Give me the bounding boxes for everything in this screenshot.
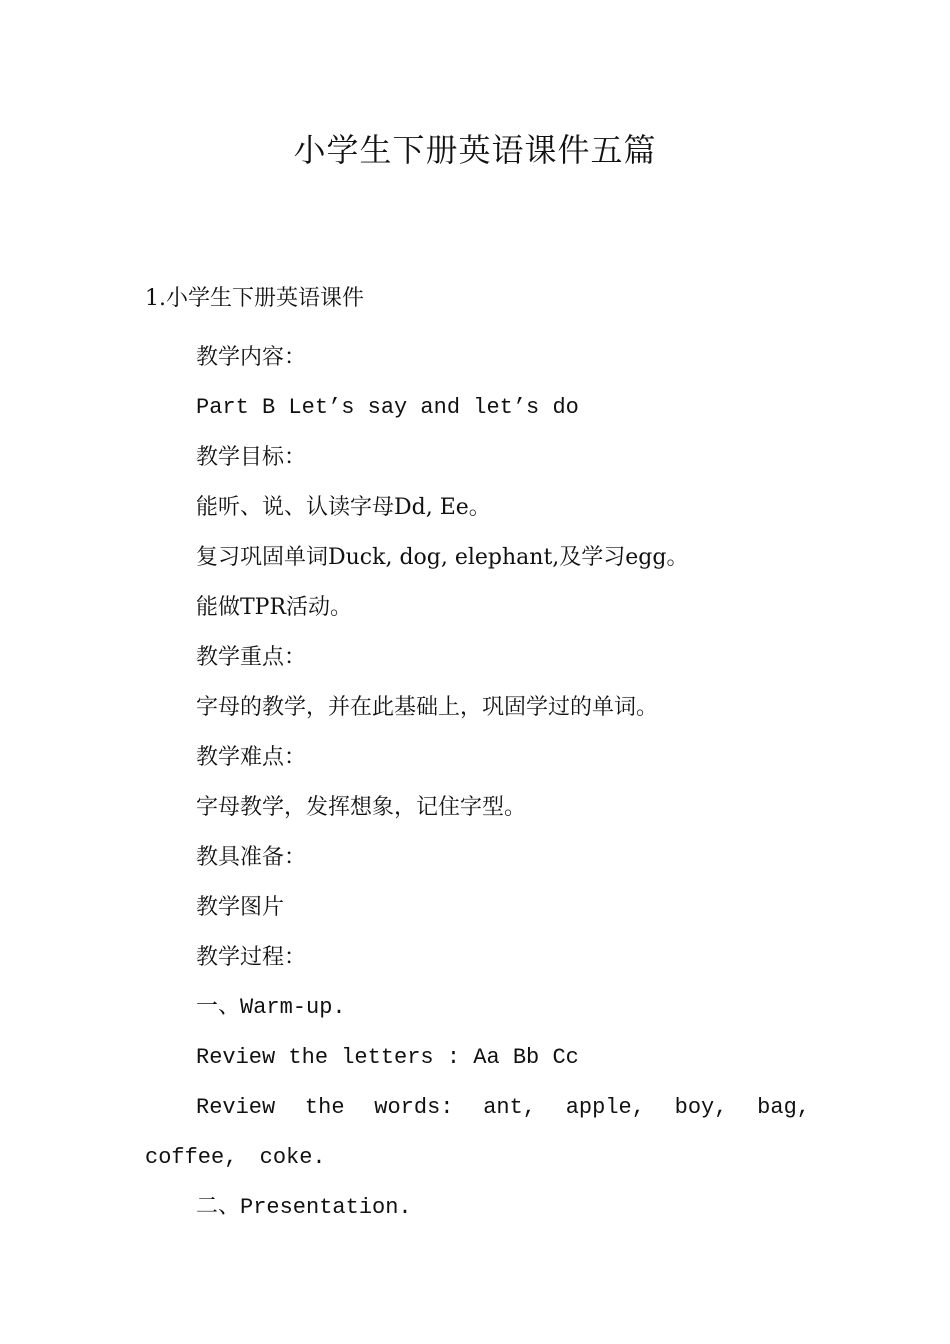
paragraph-teaching-goals-label: 教学目标：: [196, 445, 307, 470]
paragraph-difficulties: 字母教学，发挥想象，记住字型。: [196, 795, 527, 820]
paragraph-materials: 教学图片: [196, 895, 285, 920]
paragraph-difficulties-label: 教学难点：: [196, 745, 307, 770]
paragraph-lesson-part: Part B Let’s say and let’s do: [196, 395, 579, 420]
paragraph-warm-up: 一、Warm-up.: [196, 995, 346, 1020]
paragraph-goal-words: 复习巩固单词Duck, dog, elephant,及学习egg。: [196, 545, 689, 570]
paragraph-goal-tpr: 能做TPR活动。: [196, 595, 353, 620]
paragraph-goal-letters: 能听、说、认读字母Dd, Ee。: [196, 495, 491, 520]
document-title: 小学生下册英语课件五篇: [293, 131, 657, 169]
section-heading: 1.小学生下册英语课件: [145, 286, 364, 311]
paragraph-presentation: 二、Presentation.: [196, 1195, 412, 1220]
paragraph-key-points: 字母的教学，并在此基础上，巩固学过的单词。: [196, 695, 659, 720]
document-body: [145, 333, 810, 1233]
paragraph-procedure-label: 教学过程：: [196, 945, 307, 970]
paragraph-key-points-label: 教学重点：: [196, 645, 307, 670]
paragraph-teaching-content-label: 教学内容：: [196, 345, 307, 370]
paragraph-review-words: Review the words: ant, apple, boy, bag, coffee, coke.: [145, 1095, 810, 1170]
paragraph-review-letters: Review the letters : Aa Bb Cc: [196, 1045, 579, 1070]
paragraph-materials-label: 教具准备：: [196, 845, 307, 870]
